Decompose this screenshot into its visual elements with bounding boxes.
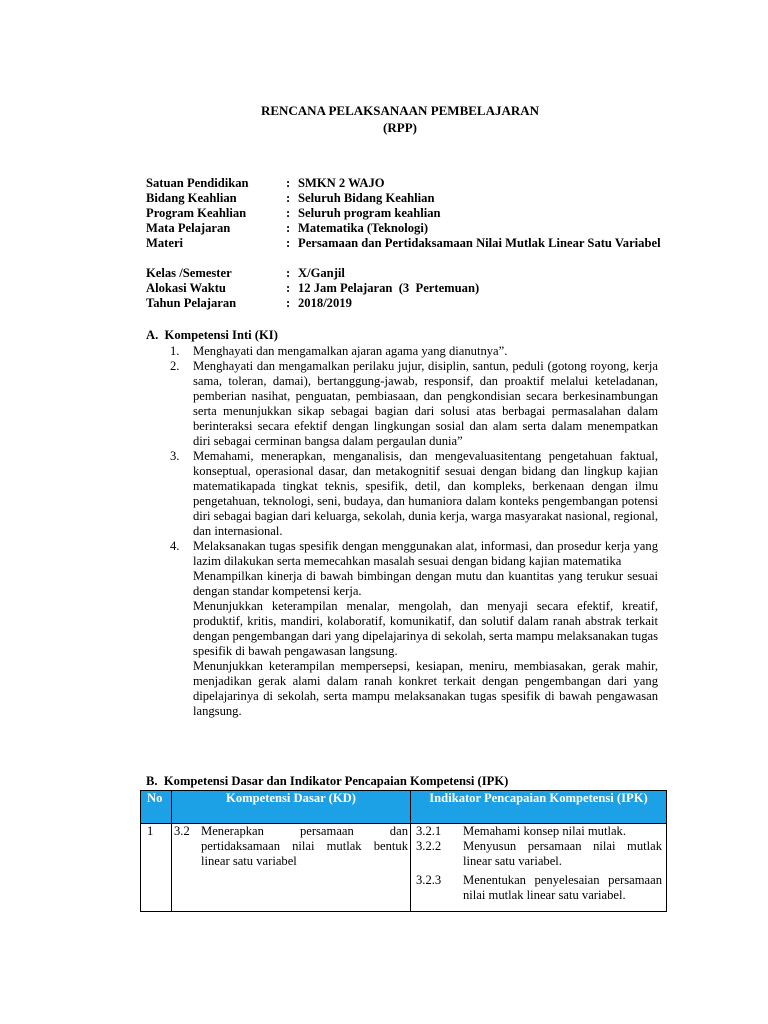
ki-text: Memahami, menerapkan, menganalisis, dan mengevaluasitentang pengetahuan faktual, konseptual, operasional dasar, dan metakognitif sesuai dengan bidang dan lingkup kajian matematikapada tingkat teknis, spesifik, detil, dan kompleks, berkenaan dengan ilmu pengetahuan, teknologi, seni, budaya, dan humaniora dalam konteks pengembangan potensi diri sebagai bagian dari keluarga, sekolah, dunia kerja, warga masyarakat nasional, regional, dan internasional. bbox=[193, 449, 658, 538]
identity-value: SMKN 2 WAJO bbox=[298, 176, 385, 190]
ki-number: 4. bbox=[170, 539, 180, 553]
identity-value: Persamaan dan Pertidaksamaan Nilai Mutlak Linear Satu Variabel bbox=[298, 236, 661, 250]
identity-block bbox=[146, 176, 676, 311]
identity-colon: : bbox=[286, 296, 291, 310]
identity-label: Materi bbox=[146, 236, 184, 250]
ki-list bbox=[170, 344, 658, 719]
identity-row bbox=[146, 266, 676, 281]
identity-row bbox=[146, 191, 676, 206]
ipk-number: 3.2.1 bbox=[416, 824, 442, 838]
ki-number: 1. bbox=[170, 344, 180, 358]
ki-item bbox=[170, 449, 658, 539]
ki-text: Menghayati dan mengamalkan ajaran agama yang dianutnya”. bbox=[193, 344, 508, 358]
ki-number: 2. bbox=[170, 359, 180, 373]
identity-colon: : bbox=[286, 221, 291, 235]
table-row bbox=[141, 824, 667, 912]
identity-row bbox=[146, 236, 676, 266]
ki-text: Menghayati dan mengamalkan perilaku jujur, disiplin, santun, peduli (gotong royong, kerja sama, toleran, damai), bertanggung-jawab, responsif, dan proaktif melalui keteladanan, pemberian nasihat, penguatan, pembiasaan, dan pengkondisian secara berkesinambungan serta menunjukkan sikap sebagai bagian dari solusi atas berbagai permasalahan dalam berinteraksi secara efektif dengan lingkungan sosial dan alam serta dalam menempatkan diri sebagai cerminan bangsa dalam pergaulan dunia” bbox=[193, 359, 658, 448]
kd-text: Menerapkan persamaan dan pertidaksamaan nilai mutlak bentuk linear satu variabel bbox=[201, 824, 408, 868]
ipk-text: Menentukan penyelesaian persamaan nilai mutlak linear satu variabel. bbox=[463, 873, 662, 902]
kd-cell bbox=[172, 824, 411, 912]
header-no: No bbox=[141, 791, 172, 824]
ki-text: Menampilkan kinerja di bawah bimbingan dengan mutu dan kuantitas yang terukur sesuai dengan standar kompetensi kerja. bbox=[193, 569, 658, 598]
document-subtitle: (RPP) bbox=[383, 120, 417, 135]
identity-label: Kelas /Semester bbox=[146, 266, 232, 280]
ipk-number: 3.2.2 bbox=[416, 839, 442, 853]
identity-row bbox=[146, 206, 676, 221]
identity-label: Program Keahlian bbox=[146, 206, 247, 220]
identity-value: 2018/2019 bbox=[298, 296, 352, 310]
identity-colon: : bbox=[286, 191, 291, 205]
identity-label: Mata Pelajaran bbox=[146, 221, 231, 235]
identity-colon: : bbox=[286, 236, 291, 250]
section-a-heading: A. Kompetensi Inti (KI) bbox=[146, 328, 278, 342]
identity-colon: : bbox=[286, 206, 291, 220]
row-no: 1 bbox=[141, 824, 172, 912]
ipk-entry bbox=[411, 839, 666, 869]
identity-value: Seluruh Bidang Keahlian bbox=[298, 191, 435, 205]
identity-colon: : bbox=[286, 176, 291, 190]
ki-text: Menunjukkan keterampilan mempersepsi, kesiapan, meniru, membiasakan, gerak mahir, menjadikan gerak alami dalam ranah konkret terkait dengan pengembangan dari yang dipelajarinya di sekolah, serta mampu melaksanakan tugas spesifik di bawah pengawasan langsung. bbox=[193, 659, 658, 718]
identity-value: X/Ganjil bbox=[298, 266, 345, 280]
identity-label: Bidang Keahlian bbox=[146, 191, 237, 205]
ipk-entry bbox=[411, 824, 666, 839]
ki-item bbox=[170, 344, 658, 359]
ipk-cell bbox=[411, 824, 667, 912]
header-ipk: Indikator Pencapaian Kompetensi (IPK) bbox=[411, 791, 667, 824]
ki-text: Melaksanakan tugas spesifik dengan menggunakan alat, informasi, dan prosedur kerja yang lazim dilakukan serta memecahkan masalah sesuai dengan bidang kajian matematika bbox=[193, 539, 658, 568]
ki-item bbox=[170, 359, 658, 449]
identity-row bbox=[146, 221, 676, 236]
ipk-number: 3.2.3 bbox=[416, 873, 442, 887]
table-header-row bbox=[141, 791, 667, 824]
identity-label: Satuan Pendidikan bbox=[146, 176, 249, 190]
document-title: RENCANA PELAKSANAAN PEMBELAJARAN bbox=[260, 103, 540, 118]
ki-text: Menunjukkan keterampilan menalar, mengolah, dan menyaji secara efektif, kreatif, produktif, kritis, mandiri, kolaboratif, komunikatif, dan solutif dalam ranah abstrak terkait dengan pengembangan dari yang dipelajarinya di sekolah, serta mampu melaksanakan tugas spesifik di bawah pengawasan langsung. bbox=[193, 599, 658, 658]
identity-label: Alokasi Waktu bbox=[146, 281, 226, 295]
identity-row bbox=[146, 281, 676, 296]
identity-value: Matematika (Teknologi) bbox=[298, 221, 429, 235]
ki-item bbox=[170, 539, 658, 719]
kd-number: 3.2 bbox=[174, 824, 190, 838]
ipk-text: Memahami konsep nilai mutlak. bbox=[463, 824, 626, 838]
ipk-entry bbox=[411, 873, 666, 903]
ki-number: 3. bbox=[170, 449, 180, 463]
kd-entry bbox=[172, 824, 410, 869]
identity-label: Tahun Pelajaran bbox=[146, 296, 237, 310]
identity-colon: : bbox=[286, 266, 291, 280]
section-b-heading: B. Kompetensi Dasar dan Indikator Pencapaian Kompetensi (IPK) bbox=[146, 774, 509, 788]
ipk-text: Menyusun persamaan nilai mutlak linear satu variabel. bbox=[463, 839, 662, 868]
kd-ipk-table bbox=[140, 790, 667, 912]
identity-row bbox=[146, 176, 676, 191]
identity-value: 12 Jam Pelajaran (3 Pertemuan) bbox=[298, 281, 480, 295]
identity-value: Seluruh program keahlian bbox=[298, 206, 441, 220]
identity-row bbox=[146, 296, 676, 311]
identity-colon: : bbox=[286, 281, 291, 295]
header-kd: Kompetensi Dasar (KD) bbox=[172, 791, 411, 824]
